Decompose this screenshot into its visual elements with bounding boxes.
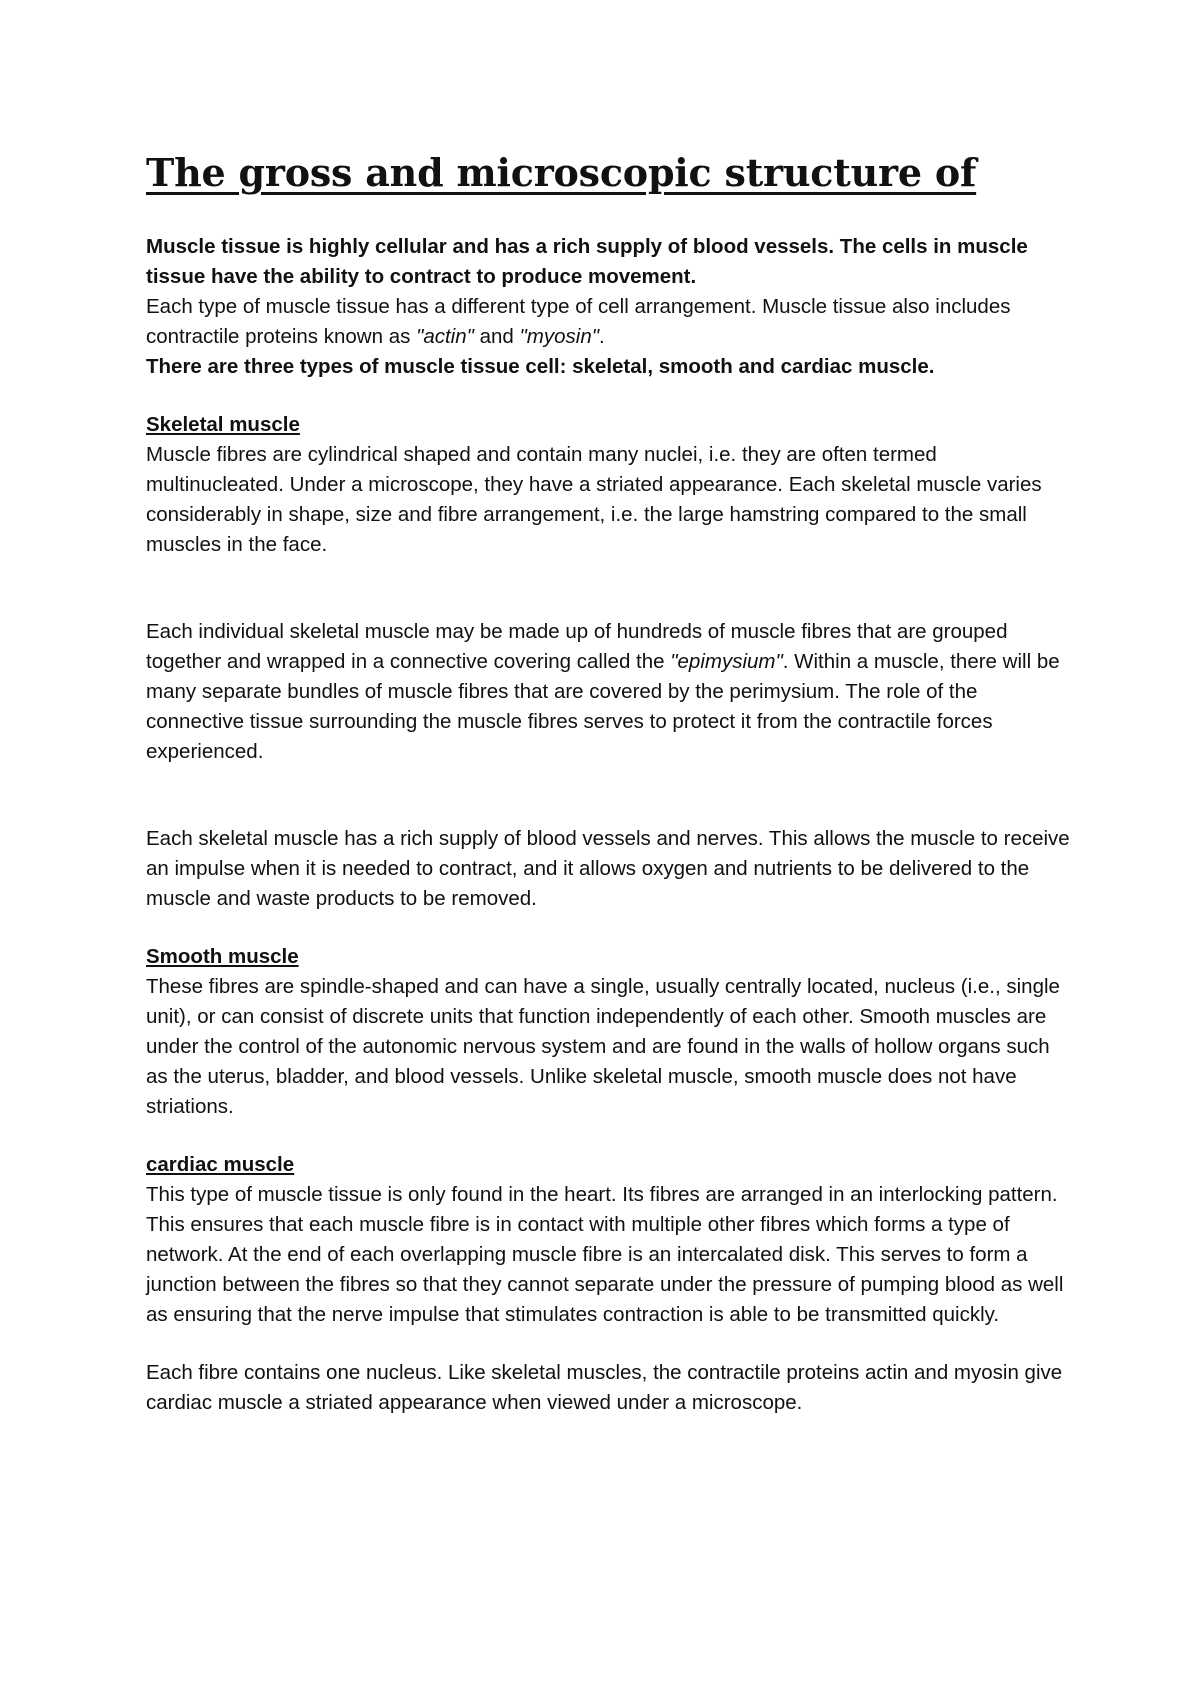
- intro-bold-statement: Muscle tissue is highly cellular and has a rich supply of blood vessels. The cells in muscle tissue have the ability to contract to produce movement.: [146, 235, 1028, 288]
- spacer: [146, 914, 1076, 942]
- skeletal-muscle-heading: Skeletal muscle: [146, 413, 300, 436]
- spacer: [146, 767, 1076, 824]
- spacer: [146, 1122, 1076, 1150]
- epimysium-term: "epimysium": [670, 650, 783, 673]
- spacer: [146, 1330, 1076, 1358]
- intro-and: and: [473, 325, 520, 348]
- spacer: [146, 560, 1076, 617]
- actin-term: "actin": [416, 325, 474, 348]
- smooth-muscle-heading: Smooth muscle: [146, 945, 299, 968]
- document-page: [146, 150, 1076, 1418]
- myosin-term: "myosin": [519, 325, 600, 348]
- skeletal-paragraph-3: Each skeletal muscle has a rich supply of blood vessels and nerves. This allows the muscle to receive an impulse when it is needed to contract, and it allows oxygen and nutrients to be delivered to the muscle and waste products to be removed.: [146, 827, 1070, 910]
- cardiac-paragraph-2: Each fibre contains one nucleus. Like skeletal muscles, the contractile proteins actin and myosin give cardiac muscle a striated appearance when viewed under a microscope.: [146, 1361, 1063, 1414]
- skeletal-p2-text: Each individual skeletal muscle may be made up of hundreds of muscle fibres that are grouped together and wrapped in a connective covering called the: [146, 620, 1008, 673]
- page-title: The gross and microscopic structure of: [146, 150, 977, 195]
- intro-types-statement: There are three types of muscle tissue cell: skeletal, smooth and cardiac muscle.: [146, 355, 935, 378]
- intro-paragraph: [146, 292, 1076, 352]
- skeletal-paragraph-1: Muscle fibres are cylindrical shaped and contain many nuclei, i.e. they are often termed multinucleated. Under a microscope, they have a striated appearance. Each skeletal muscle varies considerably in shape, size and fibre arrangement, i.e. the large hamstring compared to the small muscles in the face.: [146, 443, 1042, 556]
- smooth-paragraph: These fibres are spindle-shaped and can have a single, usually centrally located, nucleus (i.e., single unit), or can consist of discrete units that function independently of each other. Smooth muscles are under the control of the autonomic nervous system and are found in the walls of hollow organs such as the uterus, bladder, and blood vessels. Unlike skeletal muscle, smooth muscle does not have striations.: [146, 975, 1060, 1118]
- spacer: [146, 382, 1076, 410]
- intro-text: Each type of muscle tissue has a different type of cell arrangement. Muscle tissue also includes contractile proteins known as: [146, 295, 1011, 348]
- skeletal-p2-text-after: . Within a muscle, there will be many separate bundles of muscle fibres that are covered by the perimysium. The role of the connective tissue surrounding the muscle fibres serves to protect it from the contractile forces experienced.: [146, 650, 1060, 763]
- cardiac-paragraph-1: This type of muscle tissue is only found in the heart. Its fibres are arranged in an interlocking pattern. This ensures that each muscle fibre is in contact with multiple other fibres which forms a type of network. At the end of each overlapping muscle fibre is an intercalated disk. This serves to form a junction between the fibres so that they cannot separate under the pressure of pumping blood as well as ensuring that the nerve impulse that stimulates contraction is able to be transmitted quickly.: [146, 1183, 1064, 1326]
- skeletal-paragraph-2: [146, 617, 1076, 767]
- cardiac-muscle-heading: cardiac muscle: [146, 1153, 295, 1176]
- intro-period: .: [599, 325, 605, 348]
